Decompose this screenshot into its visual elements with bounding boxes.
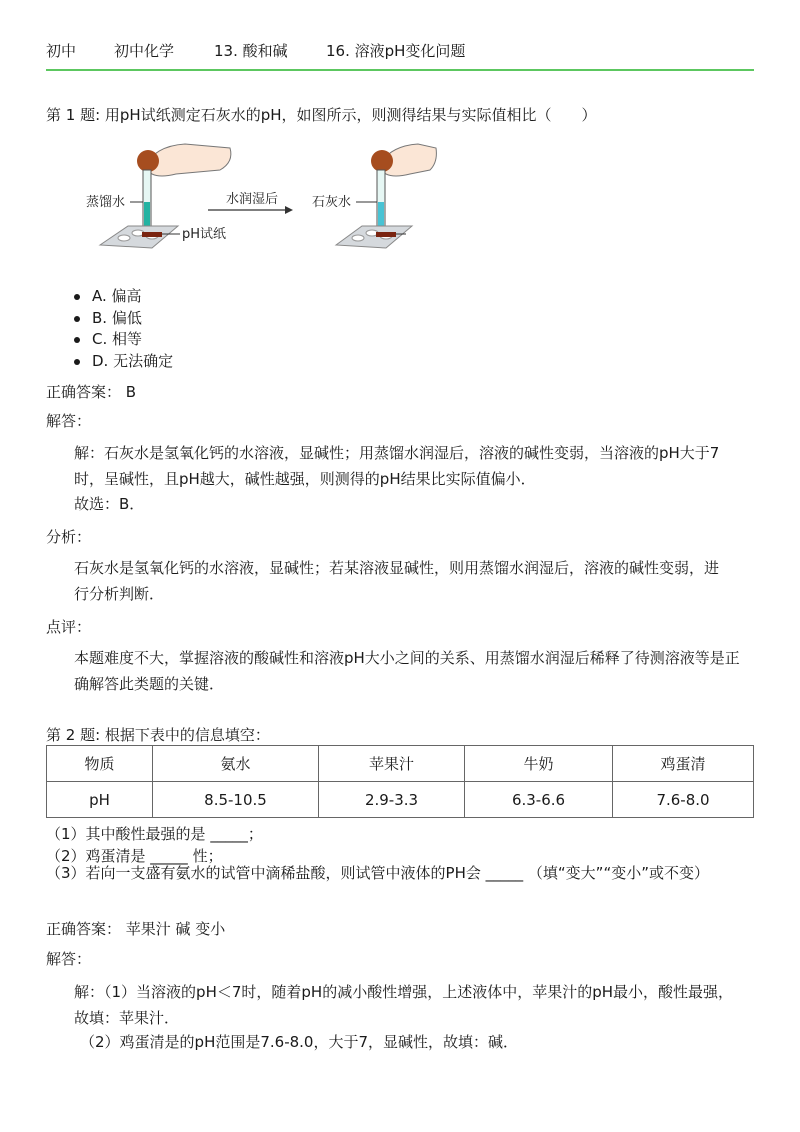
table-cell: 物质 — [47, 746, 153, 782]
dropper-right — [377, 170, 385, 228]
question-1-comment: 本题难度不大，掌握溶液的酸碱性和溶液pH大小之间的关系、用蒸馏水润湿后稀释了待测溶液等是正确解答此类题的关键． — [74, 649, 740, 693]
table-cell: 8.5-10.5 — [153, 782, 319, 818]
question-1-choice: 故选：B． — [74, 495, 145, 513]
question-2-sub-2: （2）鸡蛋清是 _____ 性； — [46, 847, 223, 865]
label-ph-paper: pH试纸 — [182, 227, 227, 242]
option-c[interactable]: C. 相等 — [74, 329, 173, 351]
header-divider — [46, 69, 754, 71]
question-1-comment-label: 点评： — [46, 618, 92, 636]
question-1-solution-label: 解答： — [46, 412, 92, 430]
table-row — [47, 746, 754, 782]
question-1-analysis-label: 分析： — [46, 528, 92, 546]
option-b[interactable]: B. 偏低 — [74, 308, 173, 330]
dropper-left — [143, 170, 151, 228]
spot-plate-left — [100, 226, 180, 248]
question-1-options — [74, 286, 173, 372]
question-1-analysis: 石灰水是氢氧化钙的水溶液，显碱性；若某溶液显碱性，则用蒸馏水润湿后，溶液的碱性变弱，进行分析判断． — [74, 559, 720, 603]
label-limewater: 石灰水 — [312, 195, 352, 210]
question-1-figure — [80, 140, 440, 270]
question-2-sub-3: （3）若向一支盛有氨水的试管中滴稀盐酸，则试管中液体的PH会 _____ （填“变大”“变小”或不变） — [46, 864, 709, 882]
table-cell: 6.3-6.6 — [465, 782, 613, 818]
table-cell: 牛奶 — [465, 746, 613, 782]
question-2-solution-2: （2）鸡蛋清是的pH范围是7.6-8.0，大于7，显碱性，故填：碱． — [80, 1033, 519, 1051]
question-2-sub-1: （1）其中酸性最强的是 _____； — [46, 825, 263, 843]
option-a[interactable]: A. 偏高 — [74, 286, 173, 308]
question-2-solution-1: 解：（1）当溶液的pH＜7时，随着pH的减小酸性增强，上述液体中，苹果汁的pH最小，酸性最强，故填：苹果汁． — [74, 983, 733, 1027]
table-cell: 氨水 — [153, 746, 319, 782]
question-2-answer: 正确答案： 苹果汁 碱 变小 — [46, 920, 226, 938]
spot-plate-right — [336, 226, 412, 248]
question-2-solution-label: 解答： — [46, 950, 92, 968]
table-cell: pH — [47, 782, 153, 818]
table-cell: 鸡蛋清 — [613, 746, 754, 782]
question-1-solution: 解：石灰水是氢氧化钙的水溶液，显碱性；用蒸馏水润湿后，溶液的碱性变弱，当溶液的pH大于7时，呈碱性，且pH越大，碱性越强，则测得的pH结果比实际值偏小． — [74, 444, 720, 488]
table-cell: 苹果汁 — [319, 746, 465, 782]
table-row — [47, 782, 754, 818]
breadcrumb-level[interactable]: 初中 — [46, 42, 77, 60]
question-1-title: 第 1 题: 用pH试纸测定石灰水的pH，如图所示，则测得结果与实际值相比（ ） — [46, 106, 597, 124]
ph-table — [46, 745, 754, 818]
table-cell: 2.9-3.3 — [319, 782, 465, 818]
breadcrumb-chapter[interactable]: 13. 酸和碱 — [214, 42, 288, 60]
option-d[interactable]: D. 无法确定 — [74, 351, 173, 373]
breadcrumb-subject[interactable]: 初中化学 — [114, 42, 175, 60]
breadcrumb-topic[interactable]: 16. 溶液pH变化问题 — [326, 42, 466, 60]
question-1-answer: 正确答案： B — [46, 383, 137, 401]
label-moisten: 水润湿后 — [226, 192, 279, 207]
question-2-title: 第 2 题: 根据下表中的信息填空： — [46, 726, 270, 744]
table-cell: 7.6-8.0 — [613, 782, 754, 818]
arrow-icon — [208, 206, 293, 214]
label-distilled-water: 蒸馏水 — [86, 195, 126, 210]
